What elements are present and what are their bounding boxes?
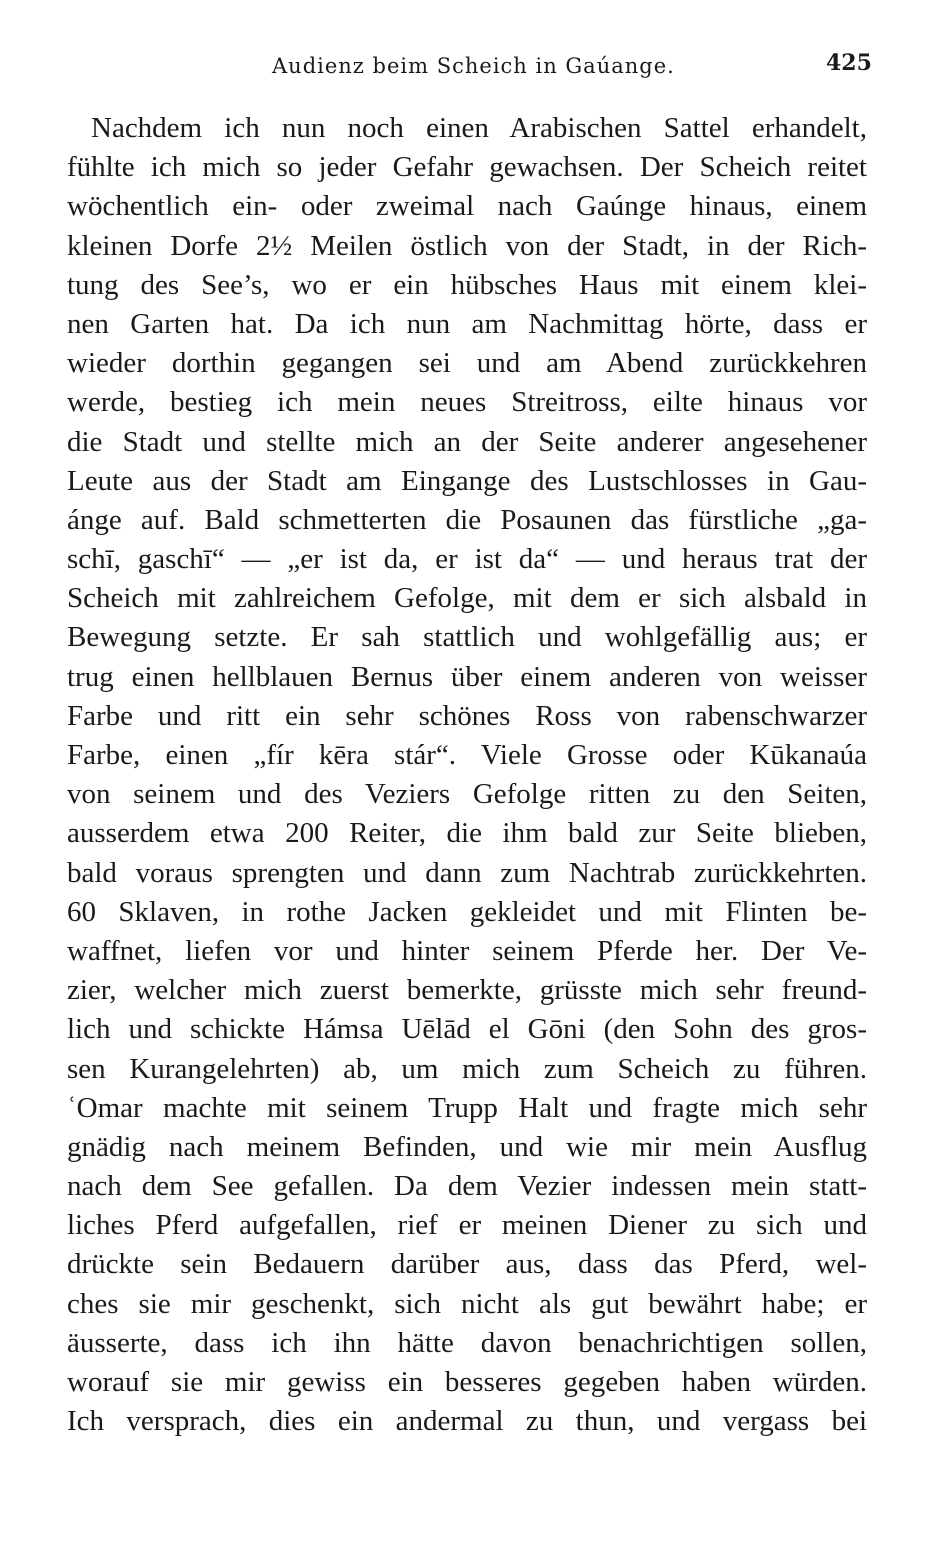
text-line: drückte sein Bedauern darüber aus, dass das Pferd, wel- (67, 1248, 867, 1281)
text-line: von seinem und des Veziers Gefolge ritten zu den Seiten, (67, 778, 867, 811)
text-line: liches Pferd aufgefallen, rief er meinen Diener zu sich und (67, 1209, 867, 1242)
body-text (67, 109, 867, 1441)
text-line: zier, welcher mich zuerst bemerkte, grüsste mich sehr freund- (67, 974, 867, 1007)
text-line: Leute aus der Stadt am Eingange des Lustschlosses in Gau- (67, 464, 867, 497)
text-line: tung des See’s, wo er ein hübsches Haus mit einem klei- (67, 268, 867, 301)
text-line: nen Garten hat. Da ich nun am Nachmittag hörte, dass er (67, 307, 867, 340)
text-line: nach dem See gefallen. Da dem Vezier indessen mein statt- (67, 1170, 867, 1203)
text-line: die Stadt und stellte mich an der Seite anderer angesehener (67, 425, 867, 458)
text-line: waffnet, liefen vor und hinter seinem Pferde her. Der Ve- (67, 934, 867, 967)
text-line: gnädig nach meinem Befinden, und wie mir mein Ausflug (67, 1130, 867, 1163)
text-line: worauf sie mir gewiss ein besseres gegeben haben würden. (67, 1366, 867, 1398)
text-line: Nachdem ich nun noch einen Arabischen Sattel erhandelt, (91, 112, 867, 144)
text-line: fühlte ich mich so jeder Gefahr gewachsen. Der Scheich reitet (67, 151, 867, 184)
text-line: lich und schickte Hámsa Uēlād el Gōni (den Sohn des gros- (67, 1013, 867, 1046)
text-line: bald voraus sprengten und dann zum Nachtrab zurückkehrten. (67, 856, 867, 889)
text-line: Scheich mit zahlreichem Gefolge, mit dem er sich alsbald in (67, 582, 867, 615)
running-head: Audienz beim Scheich in Gaúange. (272, 54, 675, 78)
text-line: werde, bestieg ich mein neues Streitross, eilte hinaus vor (67, 386, 867, 419)
text-line: ánge auf. Bald schmetterten die Posaunen das fürstliche „ga- (67, 503, 867, 536)
text-line: äusserte, dass ich ihn hätte davon benachrichtigen sollen, (67, 1326, 867, 1359)
text-line: sen Kurangelehrten) ab, um mich zum Scheich zu führen. (67, 1052, 867, 1085)
text-line: ches sie mir geschenkt, sich nicht als gut bewährt habe; er (67, 1287, 867, 1320)
text-line: Farbe, einen „fír kēra stár“. Viele Grosse oder Kūkanaúa (67, 739, 867, 771)
text-line: Farbe und ritt ein sehr schönes Ross von rabenschwarzer (67, 699, 867, 732)
text-line: Bewegung setzte. Er sah stattlich und wohlgefällig aus; er (67, 621, 867, 654)
text-line: wieder dorthin gegangen sei und am Abend zurückkehren (67, 347, 867, 380)
page-number: 425 (826, 50, 872, 76)
text-line: 60 Sklaven, in rothe Jacken gekleidet und mit Flinten be- (67, 895, 867, 928)
text-line: ʿOmar machte mit seinem Trupp Halt und fragte mich sehr (67, 1091, 867, 1124)
text-line: Ich versprach, dies ein andermal zu thun, und vergass bei (67, 1405, 867, 1438)
text-line: wöchentlich ein- oder zweimal nach Gaúnge hinaus, einem (67, 190, 867, 223)
text-line: ausserdem etwa 200 Reiter, die ihm bald zur Seite blieben, (67, 817, 867, 850)
text-line: kleinen Dorfe 2½ Meilen östlich von der Stadt, in der Rich- (67, 229, 867, 262)
text-line: schī, gaschī“ — „er ist da, er ist da“ — und heraus trat der (67, 543, 867, 576)
text-line: trug einen hellblauen Bernus über einem anderen von weisser (67, 660, 867, 693)
